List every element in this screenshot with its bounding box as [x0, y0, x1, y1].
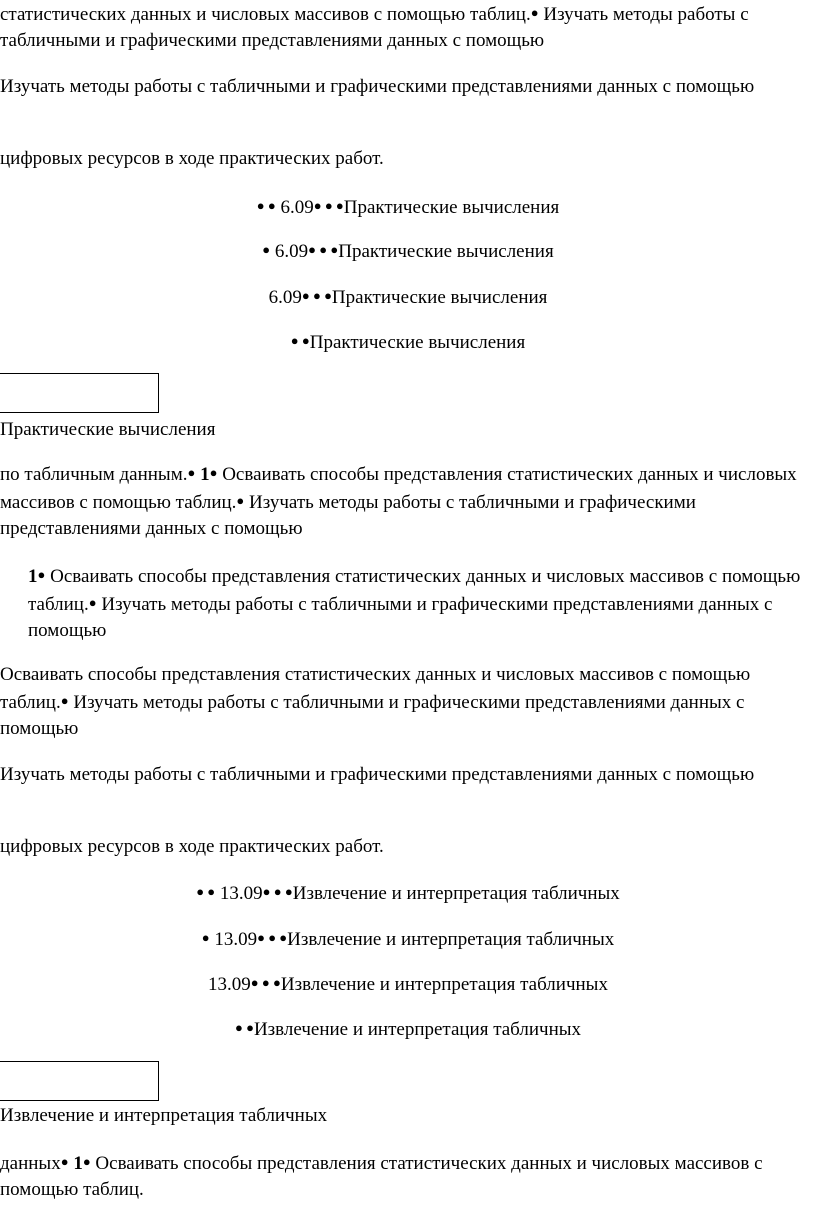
text-segment: Изучать методы работы с табличными и графическими представлениями данных с помощью: [0, 4, 749, 51]
empty-table-cell: [0, 1061, 159, 1101]
paragraph-objective-3: Изучать методы работы с табличными и графическими представлениями данных с помощью: [0, 764, 755, 785]
lesson-title: Извлечение и интерпретация табличных: [287, 929, 615, 950]
lesson-title: Практические вычисления: [309, 332, 526, 353]
bullet-icon: ●: [37, 567, 46, 582]
lesson2-line-1: [0, 879, 816, 907]
paragraph-objective-4: цифровых ресурсов в ходе практических работ.: [0, 836, 384, 857]
lesson-title: Практические вычисления: [338, 241, 554, 262]
text-segment: Изучать методы работы с табличными и графическими представлениями данных с помощью: [0, 492, 696, 539]
text-segment: Изучать методы работы с табличными и графическими представлениями данных с помощью: [0, 692, 745, 739]
lesson-title: Практические вычисления: [331, 287, 548, 308]
bullet-icon: ●: [88, 595, 97, 610]
objective-number: 1: [68, 1153, 83, 1174]
bullet-icon: ●: [530, 5, 539, 20]
lesson2-line-4: [0, 1015, 816, 1043]
bullet-icon: ● ●: [256, 198, 276, 213]
lesson-date: 6.09: [268, 287, 302, 308]
bullet-icon: ● ● ●: [262, 884, 293, 899]
lesson2-line-2: [0, 925, 816, 953]
bullet-icon: ● ● ●: [301, 288, 332, 303]
lesson2-label: Извлечение и интерпретация табличных: [0, 1105, 328, 1126]
bullet-icon: ●: [60, 693, 69, 708]
lesson-title: Извлечение и интерпретация табличных: [253, 1019, 582, 1040]
lesson-date: 13.09: [215, 883, 263, 904]
objective-number: 1: [28, 566, 38, 587]
empty-table-cell: [0, 373, 159, 413]
bullet-icon: ● ●: [234, 1020, 254, 1035]
lesson2-line-3: [0, 970, 816, 998]
bullet-icon: ●: [82, 1154, 91, 1169]
text-segment: Изучать методы работы с табличными и графическими представлениями данных с помощью: [28, 594, 773, 641]
lesson1-tail-paragraph: [0, 460, 810, 542]
text-segment: по табличным данным.: [0, 464, 188, 485]
bullet-icon: ●: [209, 465, 218, 480]
paragraph-goals-continuation: [0, 0, 810, 54]
lesson-date: 13.09: [209, 929, 258, 950]
lesson1-line-1: [0, 193, 816, 221]
lesson2-tail-paragraph: [0, 1149, 810, 1203]
lesson-title: Извлечение и интерпретация табличных: [280, 974, 608, 995]
bullet-icon: ●: [236, 493, 245, 508]
lesson-title: Извлечение и интерпретация табличных: [292, 883, 620, 904]
text-segment: статистических данных и числовых массивов с помощью таблиц.: [0, 4, 531, 25]
lesson-date: 6.09: [275, 197, 314, 218]
lesson1-line-3: [0, 283, 816, 311]
paragraph-digital-resources: цифровых ресурсов в ходе практических работ.: [0, 148, 384, 169]
bullet-icon: ●: [262, 242, 271, 257]
paragraph-study-methods: Изучать методы работы с табличными и графическими представлениями данных с помощью: [0, 76, 755, 97]
text-segment: данных: [0, 1153, 61, 1174]
bullet-icon: ●: [201, 930, 210, 945]
bullet-icon: ● ● ●: [308, 242, 339, 257]
paragraph-objective-2: [0, 662, 810, 742]
text-segment: Осваивать способы представления статистических данных и числовых массивов с помощью таблиц.: [28, 566, 801, 615]
objective-number: 1: [195, 464, 210, 485]
lesson-date: 13.09: [208, 974, 251, 995]
bullet-icon: ● ● ●: [250, 975, 281, 990]
lesson1-label: Практические вычисления: [0, 419, 216, 440]
bullet-icon: ● ●: [290, 333, 310, 348]
bullet-icon: ●: [187, 465, 196, 480]
lesson-date: 6.09: [270, 241, 309, 262]
bullet-icon: ● ● ●: [257, 930, 288, 945]
paragraph-objective-1: [0, 562, 810, 644]
text-segment: Осваивать способы представления статистических данных и числовых массивов с помощью таблиц.: [0, 464, 797, 513]
text-segment: Осваивать способы представления статистических данных и числовых массивов с помощью таблиц.: [0, 664, 751, 713]
lesson1-line-4: [0, 328, 816, 356]
lesson-title: Практические вычисления: [343, 197, 560, 218]
lesson1-line-2: [0, 237, 816, 265]
bullet-icon: ● ●: [196, 884, 216, 899]
bullet-icon: ● ● ●: [313, 198, 344, 213]
bullet-icon: ●: [60, 1154, 69, 1169]
text-segment: Осваивать способы представления статистических данных и числовых массивов с помощью таблиц.: [0, 1153, 763, 1200]
